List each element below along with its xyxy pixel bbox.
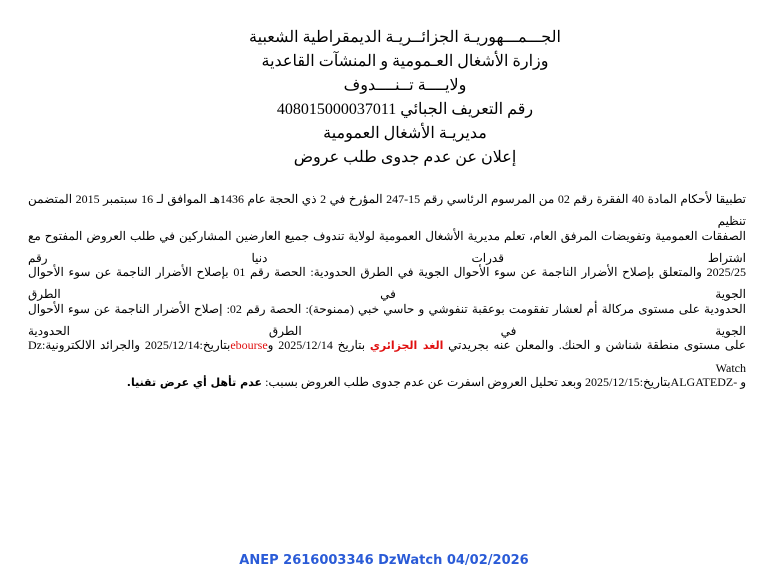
notice-body bbox=[28, 188, 746, 407]
ministry-title: وزارة الأشغال العـمومية و المنشآت القاعدية bbox=[261, 53, 549, 70]
body-line: الصفقات العمومية وتفويضات المرفق العام، تعلم مديرية الأشغال العمومية لولاية تندوف جميع العارضين المشاركين في طلب العروض المفتوح مع اشتراط قدرات دنيا رقم bbox=[28, 228, 746, 265]
footer-reference: ANEP 2616003346 DzWatch 04/02/2026 bbox=[239, 553, 529, 568]
text: بتاريخ:2025/12/14 والجرائد الالكترونية:Dz Watch bbox=[28, 338, 746, 375]
text: و -ALGATEDZبتاريخ:2025/12/15 وبعد تحليل العروض اسفرت عن عدم جدوى طلب العروض بسبب: bbox=[265, 374, 746, 389]
notice-title: إعلان عن عدم جدوى طلب عروض bbox=[293, 149, 517, 166]
ebourse-name: ebourse bbox=[230, 338, 268, 352]
republic-title: الجـــمـــهوريـة الجزائــريـة الديمقراطية الشعبية bbox=[249, 29, 561, 46]
body-line: الحدودية على مستوى مركالة أم لعشار تفقومت بوعقبة تنفوشي و حاسي خبي (ممنوحة): الحصة رقم 02: إصلاح الأضرار الناجمة عن سوء الأحوال الجوية في الطرق الحدودية bbox=[28, 301, 746, 338]
text: بتاريخ 2025/12/14 و bbox=[267, 338, 366, 352]
body-line bbox=[28, 334, 747, 375]
tax-id: رقم التعريف الجبائي 408015000037011 bbox=[276, 101, 534, 118]
directorate-title: مديريـة الأشغال العمومية bbox=[323, 125, 487, 142]
body-line: 2025/25 والمتعلق بإصلاح الأضرار الناجمة عن سوء الأحوال الجوية في الطرق الحدودية: الحصة رقم 01 بإصلاح الأضرار الناجمة عن سوء الأحوال الجوية في الطرق bbox=[28, 265, 746, 301]
wilaya-title: ولايــــة تــنــــدوف bbox=[343, 77, 467, 94]
body-line bbox=[28, 371, 746, 408]
body-line: تطبيقا لأحكام المادة 40 الفقرة رقم 02 من المرسوم الرئاسي رقم 15-247 المؤرخ في 2 ذي الحجة عام 1436هـ الموافق لـ 16 سبتمبر 2015 المتضمن تنظيم bbox=[28, 192, 747, 228]
newspaper-name: الغد الجزائري bbox=[369, 339, 444, 352]
reason: عدم تأهل أي عرض تقنيا. bbox=[126, 375, 263, 389]
document-header bbox=[230, 26, 580, 170]
text: على مستوى منطقة شناشن و الحنك. والمعلن عنه بجريدتي bbox=[448, 338, 747, 352]
